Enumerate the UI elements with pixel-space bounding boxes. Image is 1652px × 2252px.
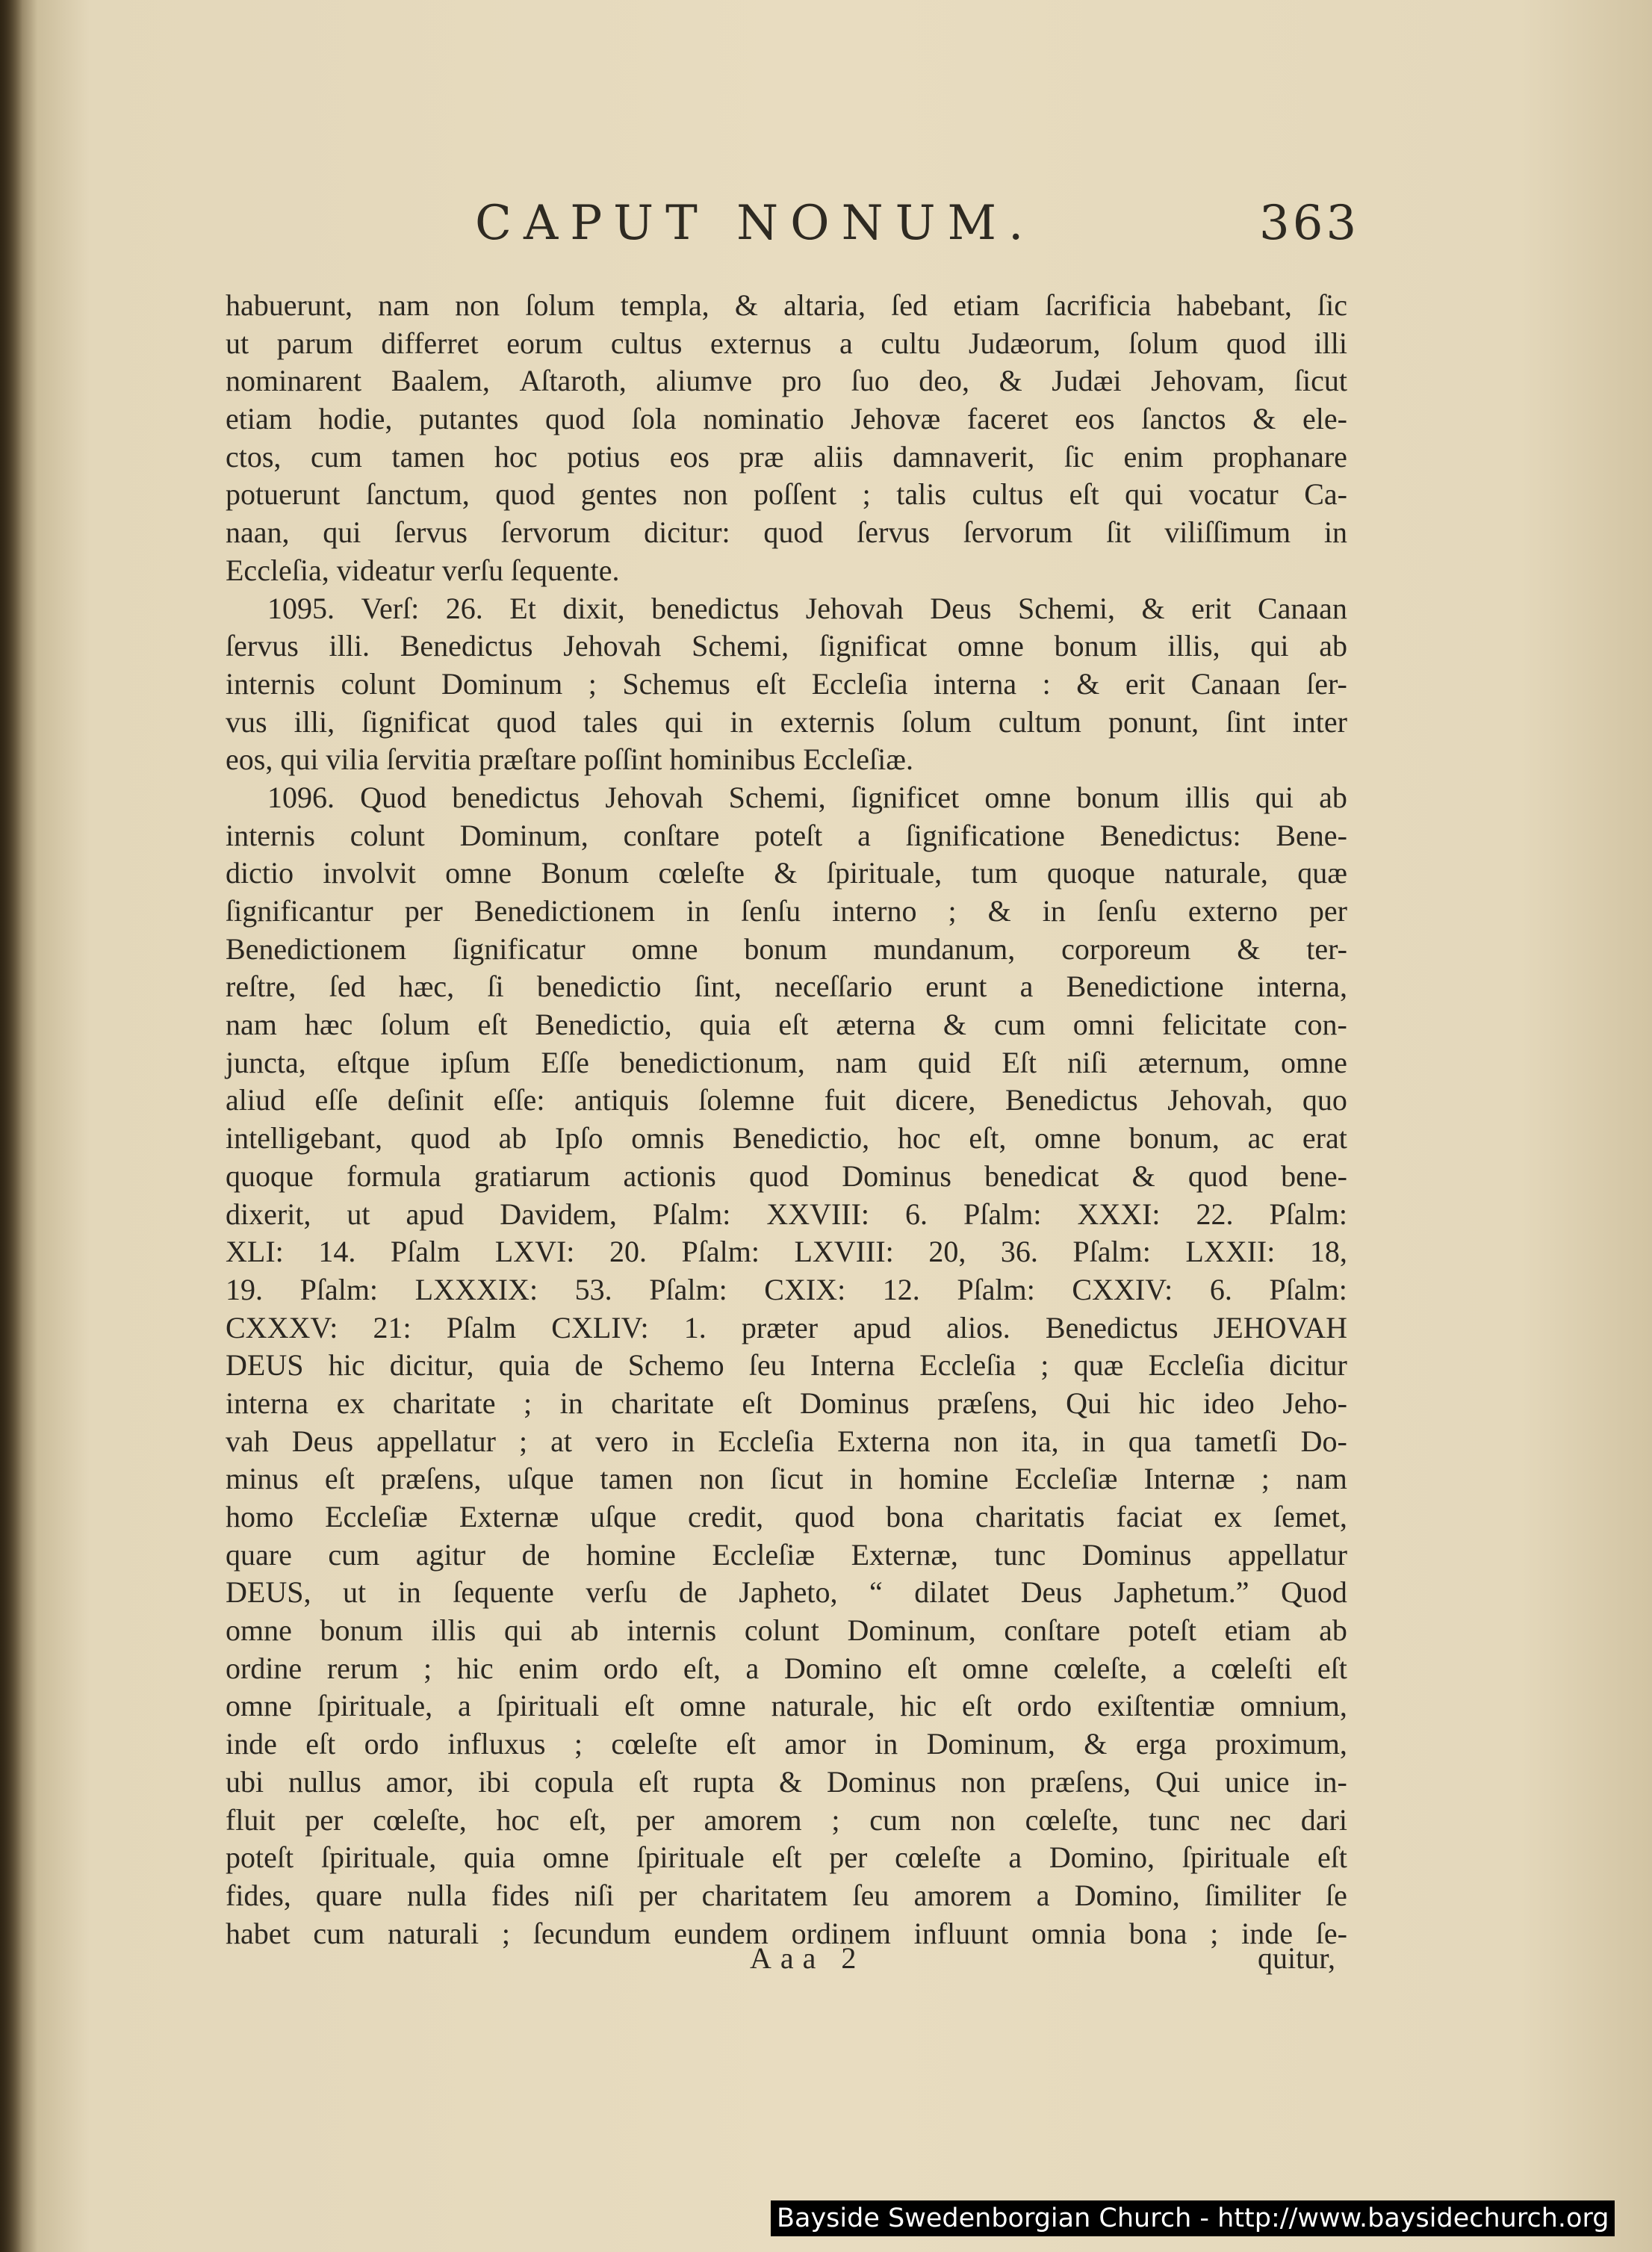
signature-mark: Aaa 2 — [750, 1941, 866, 1975]
text-line: ſervus illi. Benedictus Jehovah Schemi, ſignificat omne bonum illis, qui ab — [226, 629, 1347, 663]
text-line: omne ſpirituale, a ſpirituali eſt omne naturale, hic eſt ordo exiſtentiæ omnium, — [226, 1689, 1347, 1723]
text-line: ſignificantur per Benedictionem in ſenſu interno ; & in ſenſu externo per — [226, 894, 1347, 928]
text-line: fides, quare nulla fides niſi per charitatem ſeu amorem a Domino, ſimiliter ſe — [226, 1878, 1347, 1912]
spine-shadow — [0, 0, 22, 2252]
text-line: DEUS hic dicitur, quia de Schemo ſeu Interna Eccleſia ; quæ Eccleſia dicitur — [226, 1348, 1347, 1383]
text-line: 1096. Quod benedictus Jehovah Schemi, ſignificet omne bonum illis qui ab — [267, 780, 1347, 814]
text-line: ubi nullus amor, ibi copula eſt rupta & Dominus non præſens, Qui unice in- — [226, 1764, 1347, 1799]
text-line: habet cum naturali ; ſecundum eundem ordinem influunt omnia bona ; inde ſe- — [226, 1916, 1347, 1950]
text-line: ctos, cum tamen hoc potius eos præ aliis damnaverit, ſic enim prophanare — [226, 439, 1347, 474]
text-line: etiam hodie, putantes quod ſola nominatio Jehovæ faceret eos ſanctos & ele- — [226, 402, 1347, 436]
text-line: CXXXV: 21: Pſalm CXLIV: 1. præter apud alios. Benedictus JEHOVAH — [226, 1310, 1347, 1344]
text-line: 19. Pſalm: LXXXIX: 53. Pſalm: CXIX: 12. Pſalm: CXXIV: 6. Pſalm: — [226, 1272, 1347, 1306]
watermark-banner: Bayside Swedenborgian Church - http://www.baysidechurch.org — [771, 2200, 1615, 2236]
text-line: ut parum differret eorum cultus externus a cultu Judæorum, ſolum quod illi — [226, 326, 1347, 360]
text-line: aliud eſſe deſinit eſſe: antiquis ſolemne fuit dicere, Benedictus Jehovah, quo — [226, 1083, 1347, 1117]
text-line: XLI: 14. Pſalm LXVI: 20. Pſalm: LXVIII: 20, 36. Pſalm: LXXII: 18, — [226, 1235, 1347, 1269]
text-line: Eccleſia, videatur verſu ſequente. — [226, 553, 620, 587]
text-line: habuerunt, nam non ſolum templa, & altaria, ſed etiam ſacrificia habebant, ſic — [226, 288, 1347, 322]
text-line: vah Deus appellatur ; at vero in Eccleſia Externa non ita, in qua tametſi Do- — [226, 1424, 1347, 1458]
text-line: juncta, eſtque ipſum Eſſe benedictionum, nam quid Eſt niſi æternum, omne — [226, 1045, 1347, 1079]
text-line: fluit per cœleſte, hoc eſt, per amorem ; cum non cœleſte, tunc nec dari — [226, 1802, 1347, 1837]
text-line: Benedictionem ſignificatur omne bonum mundanum, corporeum & ter- — [226, 931, 1347, 966]
text-line: minus eſt præſens, uſque tamen non ſicut in homine Eccleſiæ Internæ ; nam — [226, 1462, 1347, 1496]
page-number: 363 — [1259, 196, 1360, 251]
text-line: eos, qui vilia ſervitia præſtare poſſint hominibus Eccleſiæ. — [226, 742, 913, 777]
text-line: inde eſt ordo influxus ; cœleſte eſt amor in Dominum, & erga proximum, — [226, 1727, 1347, 1761]
text-line: ordine rerum ; hic enim ordo eſt, a Domino eſt omne cœleſte, a cœleſti eſt — [226, 1651, 1347, 1685]
text-line: homo Eccleſiæ Externæ uſque credit, quod bona charitatis faciat ex ſemet, — [226, 1500, 1347, 1533]
text-line: interna ex charitate ; in charitate eſt Dominus præſens, Qui hic ideo Jeho- — [226, 1386, 1347, 1420]
catchword: quitur, — [1258, 1941, 1335, 1975]
text-line: quoque formula gratiarum actionis quod Dominus benedicat & quod bene- — [226, 1158, 1347, 1193]
text-line: potuerunt ſanctum, quod gentes non poſſent ; talis cultus eſt qui vocatur Ca- — [226, 477, 1347, 512]
text-line: 1095. Verſ: 26. Et dixit, benedictus Jehovah Deus Schemi, & erit Canaan — [267, 591, 1347, 625]
text-line: naan, qui ſervus ſervorum dicitur: quod ſervus ſervorum ſit viliſſimum in — [226, 515, 1347, 550]
text-line: internis colunt Dominum ; Schemus eſt Eccleſia interna : & erit Canaan ſer- — [226, 666, 1347, 701]
text-line: nominarent Baalem, Aſtaroth, aliumve pro ſuo deo, & Judæi Jehovam, ſicut — [226, 364, 1347, 398]
text-line: vus illi, ſignificat quod tales qui in externis ſolum cultum ponunt, ſint inter — [226, 704, 1347, 739]
page-title: CAPUT NONUM. — [475, 196, 1036, 251]
text-line: nam hæc ſolum eſt Benedictio, quia eſt æterna & cum omni felicitate con- — [226, 1008, 1347, 1042]
text-line: intelligebant, quod ab Ipſo omnis Benedictio, hoc eſt, omne bonum, ac erat — [226, 1121, 1347, 1156]
text-line: omne bonum illis qui ab internis colunt Dominum, conſtare poteſt etiam ab — [226, 1613, 1347, 1648]
text-line: DEUS, ut in ſequente verſu de Japheto, “ dilatet Deus Japhetum.” Quod — [226, 1575, 1347, 1610]
text-line: dixerit, ut apud Davidem, Pſalm: XXVIII: 6. Pſalm: XXXI: 22. Pſalm: — [226, 1197, 1347, 1231]
text-line: poteſt ſpirituale, quia omne ſpirituale eſt per cœleſte a Domino, ſpirituale eſt — [226, 1840, 1347, 1875]
text-line: internis colunt Dominum, conſtare poteſt a ſignificatione Benedictus: Bene- — [226, 818, 1347, 852]
text-line: reſtre, ſed hæc, ſi benedictio ſint, neceſſario erunt a Benedictione interna, — [226, 970, 1347, 1004]
text-line: dictio involvit omne Bonum cœleſte & ſpirituale, tum quoque naturale, quæ — [226, 856, 1347, 890]
text-line: quare cum agitur de homine Eccleſiæ Externæ, tunc Dominus appellatur — [226, 1537, 1347, 1572]
body-text — [226, 287, 1347, 1952]
